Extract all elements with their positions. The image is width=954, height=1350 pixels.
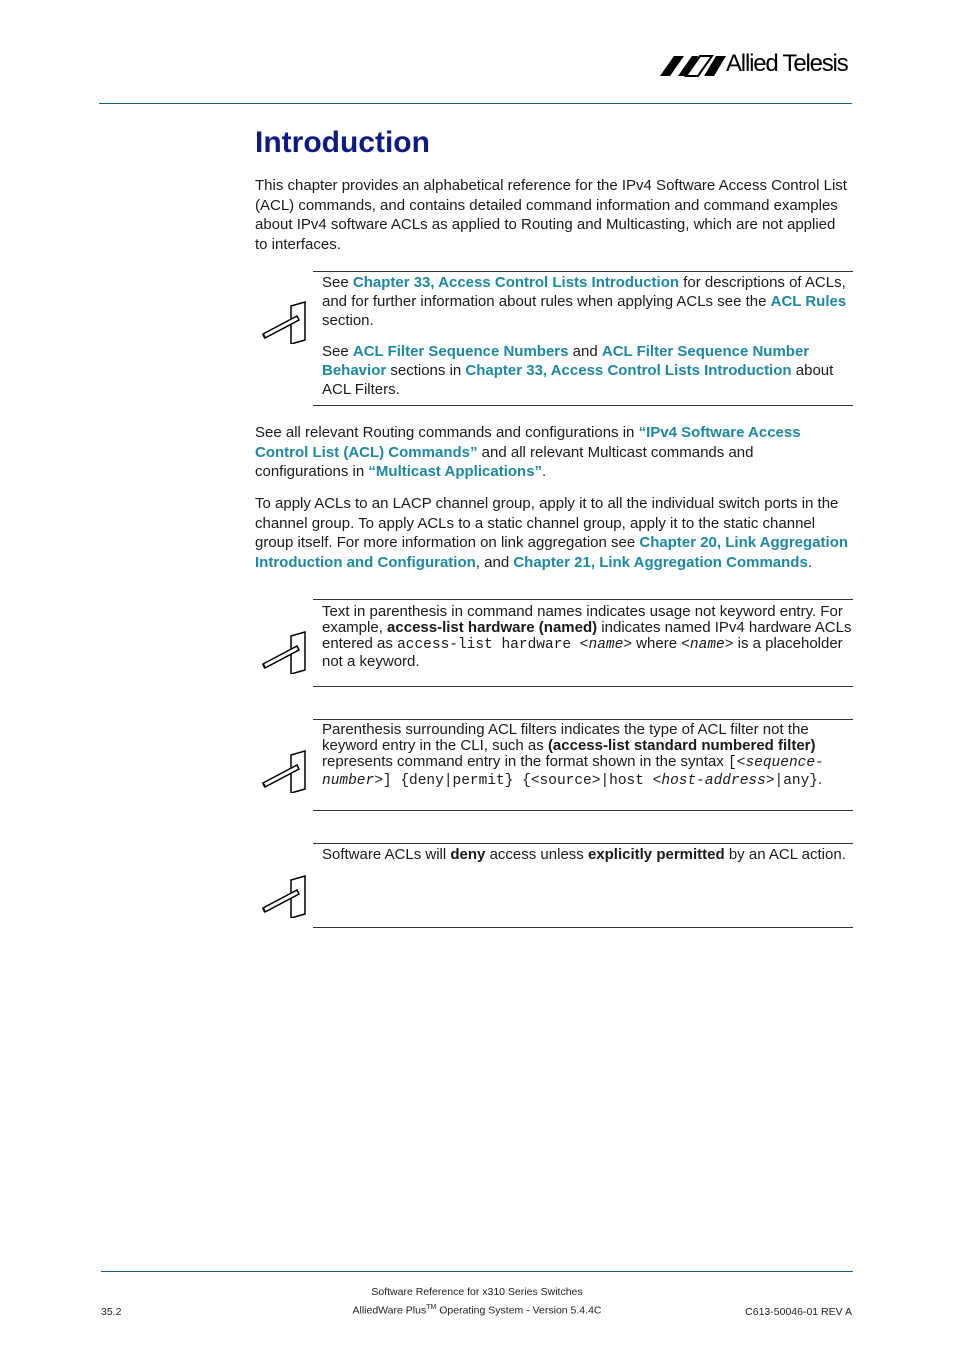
note-pencil-icon (261, 874, 307, 918)
page-number: 35.2 (101, 1306, 122, 1318)
page-title: Introduction (255, 126, 430, 159)
link-multicast-applications[interactable]: “Multicast Applications” (368, 463, 543, 480)
footer-product: AlliedWare Plus™ Operating System - Version 5.4.4C (352, 1304, 602, 1317)
footer-title: Software Reference for x310 Series Switches (371, 1286, 583, 1298)
note3-text: Parenthesis surrounding ACL filters indicates the type of ACL filter not the keyword entry in the CLI, such as (access-list standard numbered filter) represents command entry in the format shown in the syntax [<sequence-number>] {deny|permit} {<source>|host <host-address>|any}. (322, 721, 824, 789)
note3-bottom-rule (313, 810, 853, 811)
note4-text: Software ACLs will deny access unless explicitly permitted by an ACL action. (322, 846, 846, 863)
note2-bottom-rule (313, 686, 853, 687)
note4-bottom-rule (313, 927, 853, 928)
note4-top-rule (313, 843, 853, 844)
filter-syntax: [<sequence-number>] {deny|permit} {<source>|host <host-address>|any} (322, 755, 824, 789)
note-pencil-icon (261, 630, 307, 674)
note1-text (322, 273, 852, 399)
command-name-bold: access-list hardware (named) (387, 619, 598, 637)
link-acl-filter-sequence-number-behavior[interactable]: ACL Filter Sequence Number Behavior (322, 343, 810, 379)
logo-mark-icon (660, 52, 728, 78)
note1-bottom-rule (313, 405, 853, 406)
note-pencil-icon (261, 749, 307, 793)
command-syntax: access-list hardware <name> (397, 637, 633, 654)
lacp-paragraph: To apply ACLs to an LACP channel group, apply it to all the individual switch ports in the channel group. To apply ACLs to a static channel group, apply it to the static channel group itself. For more information on link aggregation see Chapter 20, Link Aggregation Introduction and Configuration, and Chapter 21, Link Aggregation Commands. (255, 495, 849, 571)
note-pencil-icon (261, 300, 307, 344)
header-rule (99, 103, 852, 104)
brand-name: Allied Telesis (726, 50, 848, 77)
link-chapter-33-b[interactable]: Chapter 33, Access Control Lists Introduction (465, 362, 792, 379)
company-logo (660, 50, 856, 80)
note1-paragraph-1: See Chapter 33, Access Control Lists Introduction for descriptions of ACLs, and for further information about rules when applying ACLs see the ACL Rules section. (322, 274, 847, 329)
document-id: C613-50046-01 REV A (745, 1306, 852, 1318)
explicitly-permitted-bold: explicitly permitted (587, 846, 725, 863)
note3-top-rule (313, 719, 853, 720)
note2-top-rule (313, 599, 853, 600)
note2-text: Text in parenthesis in command names indicates usage not keyword entry. For example, access-list hardware (named) indicates named IPv4 hardware ACLs entered as access-list hardware <name> where <name> is a placeholder not a keyword. (322, 603, 852, 670)
link-acl-filter-sequence-numbers[interactable]: ACL Filter Sequence Numbers (352, 343, 569, 360)
intro-paragraph: This chapter provides an alphabetical reference for the IPv4 Software Access Control List (ACL) commands, and contains detailed command information and command examples about IPv4 software ACLs as applied to Routing and Multicasting, which are not applied to interfaces. (255, 177, 847, 253)
footer-rule (101, 1271, 853, 1272)
link-acl-rules[interactable]: ACL Rules (770, 293, 847, 310)
link-chapter-20[interactable]: Chapter 20, Link Aggregation Introduction and Configuration (255, 534, 849, 571)
filter-type-bold: (access-list standard numbered filter) (547, 737, 816, 755)
routing-multicast-paragraph: See all relevant Routing commands and configurations in “IPv4 Software Access Control List (ACL) Commands” and all relevant Multicast commands and configurations in “Multicast Applications”. (255, 424, 801, 480)
note1-top-rule (313, 271, 853, 272)
link-chapter-33[interactable]: Chapter 33, Access Control Lists Introduction (352, 274, 680, 291)
deny-bold: deny (450, 846, 486, 863)
link-ipv4-software-acl-commands[interactable]: “IPv4 Software Access Control List (ACL) Commands” (255, 424, 801, 461)
link-chapter-21[interactable]: Chapter 21, Link Aggregation Commands (513, 553, 808, 571)
note1-paragraph-2: See ACL Filter Sequence Numbers and ACL Filter Sequence Number Behavior sections in Chapter 33, Access Control Lists Introduction about ACL Filters. (322, 343, 834, 398)
placeholder-syntax: <name> (681, 637, 734, 654)
